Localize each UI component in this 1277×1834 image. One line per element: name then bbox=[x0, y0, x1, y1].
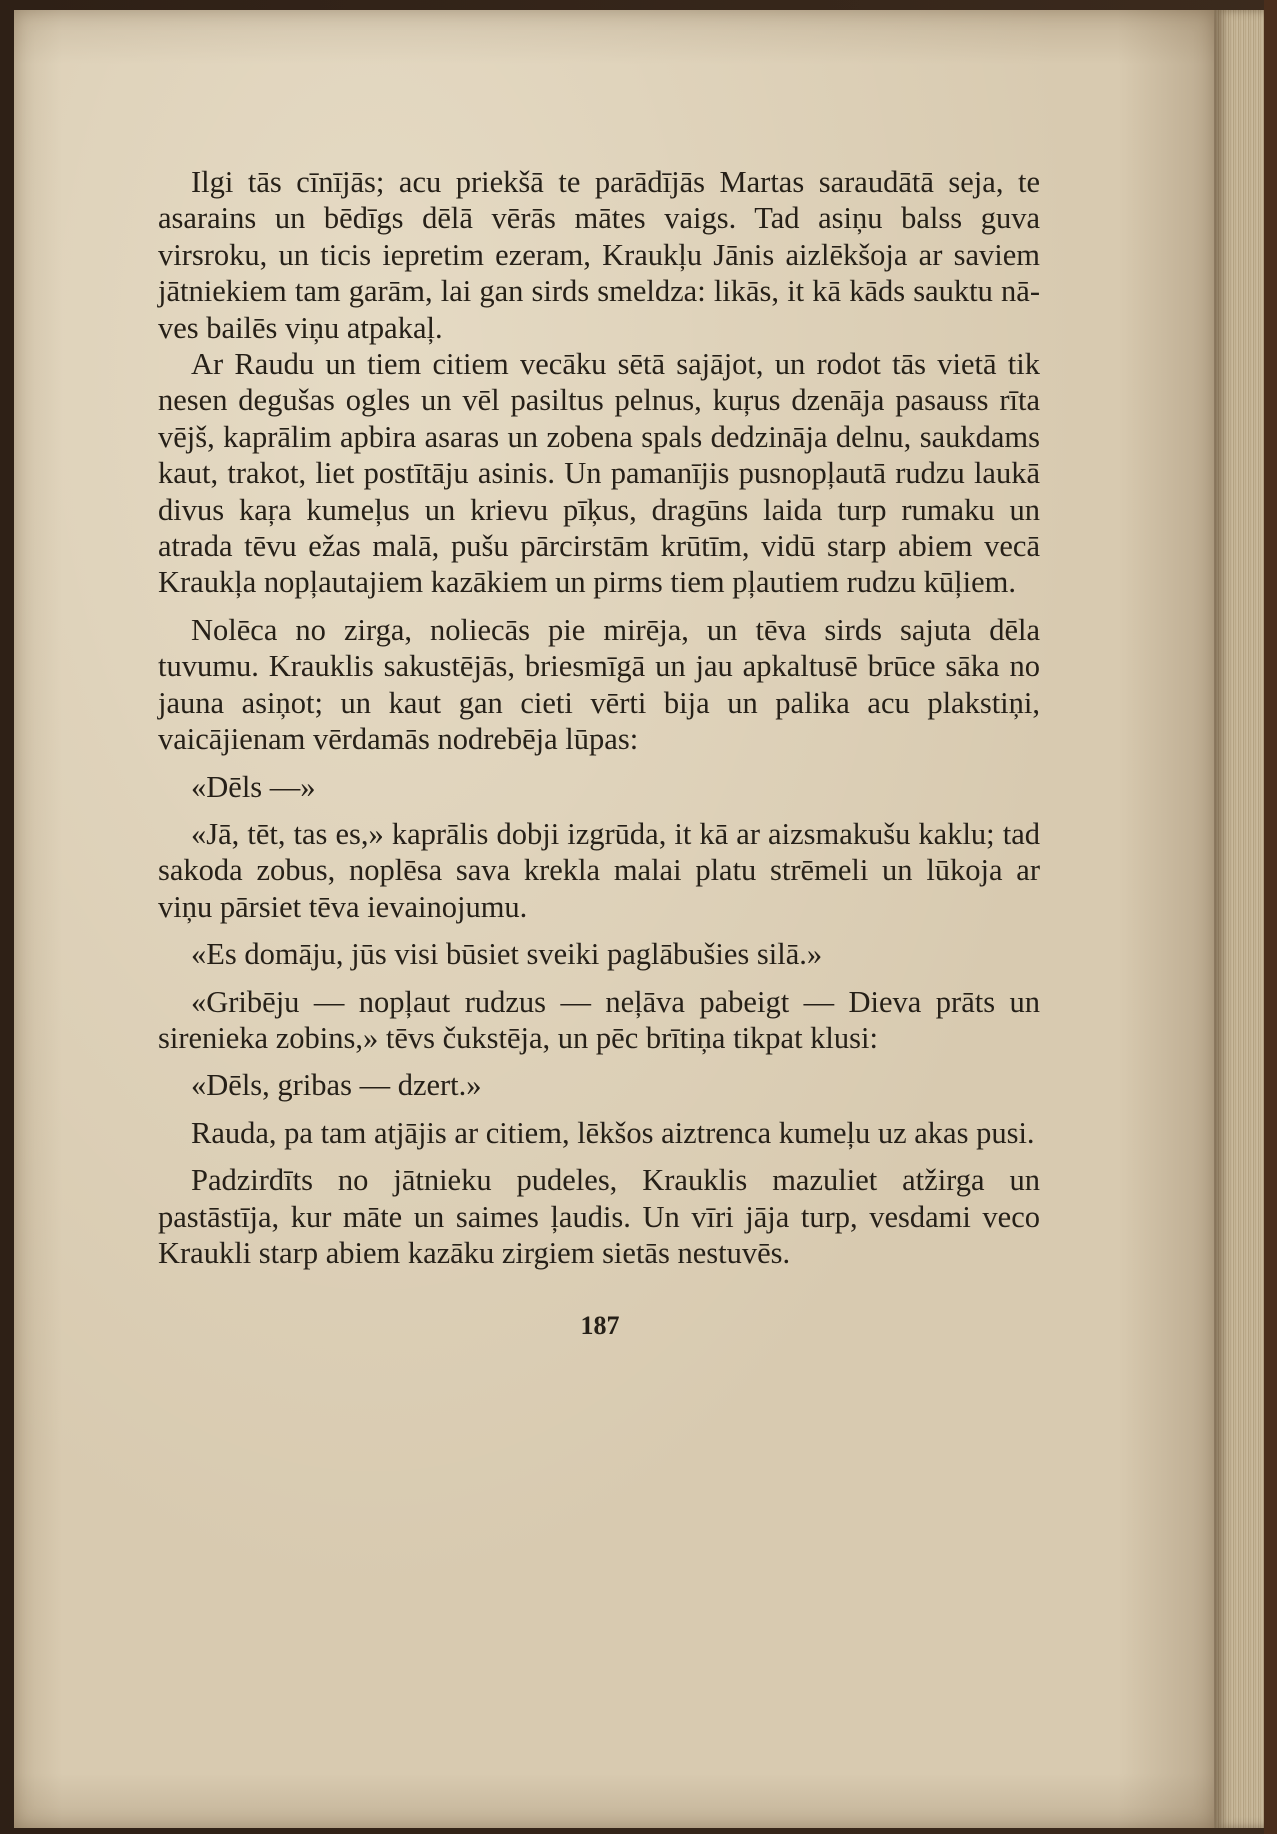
paragraph: «Dēls, gribas — dzert.» bbox=[191, 1068, 482, 1103]
paragraph: «Gribēju — nopļaut rudzus — neļāva pabeigt — Dieva prāts un sirenieka zobins,» tēvs čukstēja, un pēc brītiņa tikpat klusi: bbox=[158, 984, 1040, 1055]
body-text bbox=[158, 164, 1040, 1271]
paragraph: «Jā, tēt, tas es,» kaprālis dobji izgrūda, it kā ar aizsmakušu kaklu; tad sakoda zobus, noplēsa sava krekla malai platu strēmeli un lūkoja ar viņu pārsiet tēva ievainojumu. bbox=[158, 816, 1040, 924]
paragraph: Padzirdīts no jātnieku pudeles, Krauklis mazuliet atžirga un pastāstīja, kur māte un saimes ļaudis. Un vīri jāja turp, vesdami veco Kraukli starp abiem kazāku zirgiem sietās nestuvēs. bbox=[158, 1163, 1040, 1270]
page-edges bbox=[1214, 10, 1264, 1828]
paragraph: Nolēca no zirga, noliecās pie mirēja, un tēva sirds sajuta dēla tuvumu. Krauklis sakustējās, briesmīgā un jau apkaltusē brūce sāka no jauna asiņot; un kaut gan cieti vērti bija un palika acu plakstiņi, vaicājienam vērdamās nodrebēja lūpas: bbox=[158, 612, 1040, 757]
page-number: 187 bbox=[580, 1311, 620, 1340]
paragraph: «Dēls —» bbox=[191, 769, 316, 804]
paragraph: Ilgi tās cīnījās; acu priekšā te parādījās Martas saraudātā seja, te asarains un bēdīgs dēlā vērās mātes vaigs. Tad asiņu balss guva virsroku, un ticis iepretim ezeram, Kraukļu Jānis aizlēkšoja ar saviem jātniekiem tam garām, lai gan sirds smeldza: likās, it kā kāds sauktu nāves bailēs viņu atpakaļ. bbox=[158, 165, 1040, 345]
paragraph: «Es domāju, jūs visi būsiet sveiki paglābušies silā.» bbox=[191, 937, 823, 972]
paragraph: Rauda, pa tam atjājis ar citiem, lēkšos aiztrenca kumeļu uz akas pusi. bbox=[191, 1115, 1035, 1150]
book-cover-edge bbox=[1264, 0, 1277, 1834]
paragraph: Ar Raudu un tiem citiem vecāku sētā sajājot, un rodot tās vietā tik nesen degušas ogles un vēl pasiltus pelnus, kuŗus dzenāja pasauss rīta vējš, kaprālim apbira asaras un zobena spals dedzināja delnu, saukdams kaut, trakot, liet postītāju asinis. Un pamanījis pusnopļautā rudzu laukā divus kaŗa kumeļus un krievu pīķus, dragūns laida turp rumaku un atrada tēvu ežas malā, pušu pārcirstām krūtīm, vidū starp abiem vecā Kraukļa nopļautajiem kazākiem un pirms tiem pļautiem rudzu kūļiem. bbox=[158, 347, 1040, 600]
